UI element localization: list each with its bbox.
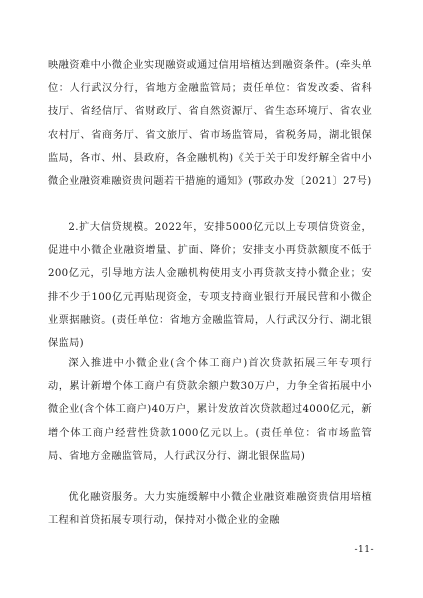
- paragraph-2-credit-scale: 2.扩大信贷规模。2022年，安排5000亿元以上专项信贷资金，促进中小微企业融资增量、扩面、降价；安排支小再贷款额度不低于200亿元，引导地方法人金融机构使用支小再贷款支持小微企业；安排不少于100亿元再贴现资金，专项支持商业银行开展民营和小微企业票据融资。(责任单位：省地方金融监管局，人行武汉分行、湖北银保监局): [48, 222, 372, 350]
- page-number: -11-: [354, 545, 374, 555]
- paragraph-1: 映融资难中小微企业实现融资或通过信用培植达到融资条件。(牵头单位：人行武汉分行，省地方金融监管局；责任单位：省发改委、省科技厅、省经信厅、省财政厅、省自然资源厅、省生态环境厅、省农业农村厅、省商务厅、省文旅厅、省市场监管局，省税务局，湖北银保监局，各市、州、县政府，各金融机构)《关于关于印发纾解全省中小微企业融资难融资贵问题若干措施的通知》(鄂政办发〔2021〕27号): [48, 60, 372, 188]
- paragraph-4-financing-service: 优化融资服务。大力实施缓解中小微企业融资难融资贵信用培植工程和首贷拓展专项行动，保持对小微企业的金融: [48, 492, 372, 527]
- paragraph-3-first-loan-action: 深入推进中小微企业(含个体工商户)首次贷款拓展三年专项行动，累计新增个体工商户有贷款余额户数30万户，力争全省拓展中小微企业(含个体工商户)40万户，累计发放首次贷款超过4000亿元，新增个体工商户经营性贷款1000亿元以上。(责任单位：省市场监管局、省地方金融监管局，人行武汉分行、湖北银保监局): [48, 358, 372, 462]
